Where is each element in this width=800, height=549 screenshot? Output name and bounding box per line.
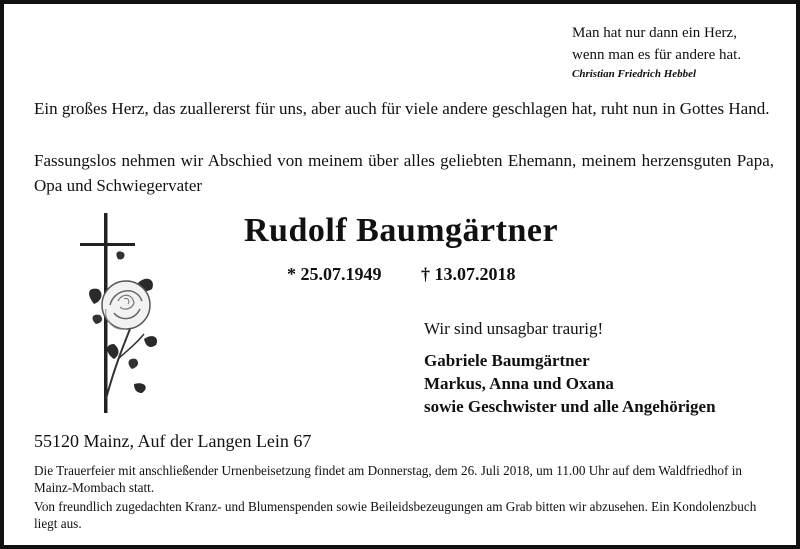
deceased-name: Rudolf Baumgärtner — [244, 212, 559, 249]
mourners-intro: Wir sind unsagbar traurig! — [424, 319, 604, 338]
quote-line-1: Man hat nur dann ein Herz, — [572, 25, 737, 41]
quote-author: Christian Friedrich Hebbel — [572, 68, 697, 80]
flowers-note: Von freundlich zugedachten Kranz- und Blumenspenden sowie Beileidsbezeugungen am Grab bitten wir abzusehen. Ein Kondolenzbuch liegt aus. — [34, 499, 757, 531]
death-date: † 13.07.2018 — [421, 264, 516, 284]
address: 55120 Mainz, Auf der Langen Lein 67 — [34, 431, 312, 451]
funeral-note: Die Trauerfeier mit anschließender Urnenbeisetzung findet am Donnerstag, dem 26. Juli 2018, um 11.00 Uhr auf dem Waldfriedhof in Mainz-Mombach statt. — [34, 463, 742, 495]
birth-date: * 25.07.1949 — [287, 264, 382, 284]
quote-line-2: wenn man es für andere hat. — [572, 47, 742, 63]
quote — [572, 22, 741, 66]
mourner-name: Gabriele Baumgärtner — [424, 351, 590, 370]
intro-paragraph-1: Ein großes Herz, das zuallererst für uns, aber auch für viele andere geschlagen hat, ruht nun in Gottes Hand. — [34, 99, 770, 118]
mourner-name: sowie Geschwister und alle Angehörigen — [424, 397, 716, 416]
mourner-name: Markus, Anna und Oxana — [424, 374, 614, 393]
cross-with-rose-icon — [74, 209, 174, 419]
intro-paragraph-2: Fassungslos nehmen wir Abschied von meinem über alles geliebten Ehemann, meinem herzensguten Papa, Opa und Schwiegervater — [34, 151, 774, 195]
